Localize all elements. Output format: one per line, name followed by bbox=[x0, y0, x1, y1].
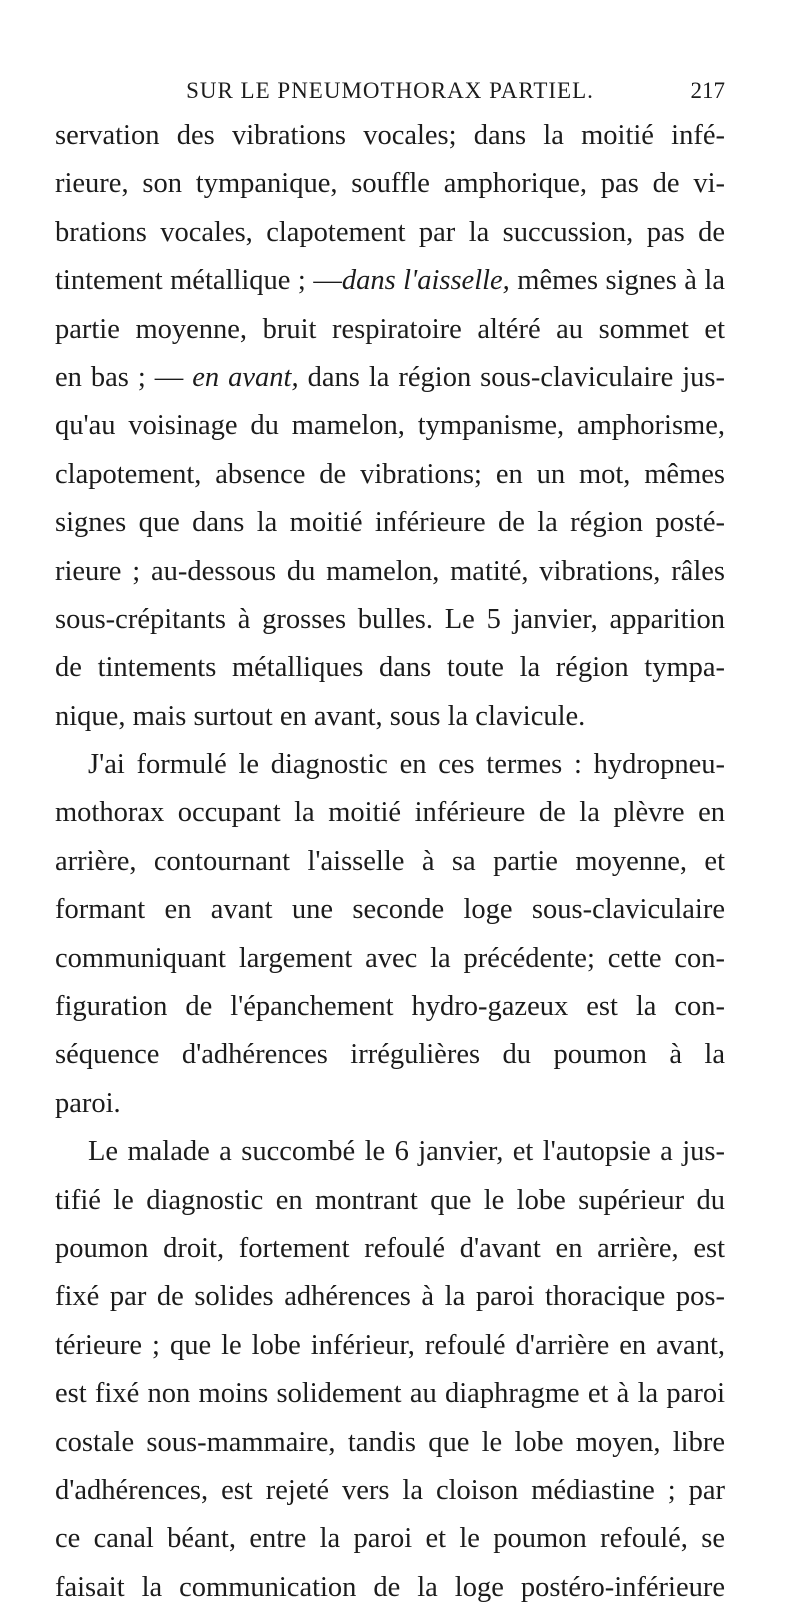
text-line: mothorax occupant la moitié inférieure de la plèvre en bbox=[55, 797, 725, 829]
book-page bbox=[55, 0, 726, 1603]
text-line: séquence d'adhérences irrégulières du poumon à la bbox=[55, 1039, 725, 1071]
text-line: brations vocales, clapotement par la succussion, pas de bbox=[55, 216, 725, 248]
paragraph-first-line: Le malade a succombé le 6 janvier, et l'autopsie a jus- bbox=[88, 1136, 725, 1168]
text-line bbox=[55, 257, 725, 305]
text-line: est fixé non moins solidement au diaphragme et à la paroi bbox=[55, 1378, 725, 1410]
text-line: communiquant largement avec la précédente; cette con- bbox=[55, 942, 725, 974]
text-line: figuration de l'épanchement hydro-gazeux est la con- bbox=[55, 991, 725, 1023]
italic-run: dans l'aisselle, bbox=[341, 265, 510, 297]
text-run: mêmes signes à la bbox=[509, 265, 725, 297]
text-line: rieure, son tympanique, souffle amphorique, pas de vi- bbox=[55, 168, 725, 200]
text-line: fixé par de solides adhérences à la paroi thoracique pos- bbox=[55, 1281, 725, 1313]
text-line: térieure ; que le lobe inférieur, refoulé d'arrière en avant, bbox=[55, 1329, 725, 1361]
text-run: en bas ; — bbox=[55, 361, 193, 393]
text-line: costale sous-mammaire, tandis que le lobe moyen, libre bbox=[55, 1426, 725, 1458]
text-line: faisait la communication de la loge postéro-inférieure bbox=[55, 1571, 725, 1603]
body-text bbox=[55, 112, 725, 1612]
running-head bbox=[55, 78, 725, 114]
text-line: arrière, contournant l'aisselle à sa partie moyenne, et bbox=[55, 845, 725, 877]
text-line: paroi. bbox=[55, 1087, 121, 1119]
text-line: tifié le diagnostic en montrant que le lobe supérieur du bbox=[55, 1184, 725, 1216]
text-line: formant en avant une seconde loge sous-claviculaire bbox=[55, 894, 725, 926]
text-line: qu'au voisinage du mamelon, tympanisme, amphorisme, bbox=[55, 410, 725, 442]
text-line: servation des vibrations vocales; dans la moitié infé- bbox=[55, 120, 725, 151]
paragraph-first-line: J'ai formulé le diagnostic en ces termes : hydropneu- bbox=[88, 749, 725, 781]
text-line: ce canal béant, entre la paroi et le poumon refoulé, se bbox=[55, 1523, 725, 1555]
running-title: SUR LE PNEUMOTHORAX PARTIEL. bbox=[186, 78, 594, 103]
text-line bbox=[55, 354, 725, 402]
text-run: dans la région sous-claviculaire jus- bbox=[298, 361, 726, 393]
text-line: de tintements métalliques dans toute la région tympa- bbox=[55, 652, 725, 684]
text-line: partie moyenne, bruit respiratoire altéré au sommet et bbox=[55, 313, 725, 345]
text-line: nique, mais surtout en avant, sous la clavicule. bbox=[55, 700, 586, 732]
italic-run: en avant, bbox=[192, 361, 299, 393]
text-line: clapotement, absence de vibrations; en un mot, mêmes bbox=[55, 458, 725, 490]
text-line: signes que dans la moitié inférieure de la région posté- bbox=[55, 507, 725, 539]
text-run: tintement métallique ; — bbox=[55, 265, 342, 297]
page-number: 217 bbox=[690, 78, 725, 103]
text-line: sous-crépitants à grosses bulles. Le 5 janvier, apparition bbox=[55, 603, 725, 635]
text-line: poumon droit, fortement refoulé d'avant en arrière, est bbox=[55, 1232, 725, 1264]
text-line: d'adhérences, est rejeté vers la cloison médiastine ; par bbox=[55, 1474, 725, 1506]
text-line: rieure ; au-dessous du mamelon, matité, vibrations, râles bbox=[55, 555, 725, 587]
